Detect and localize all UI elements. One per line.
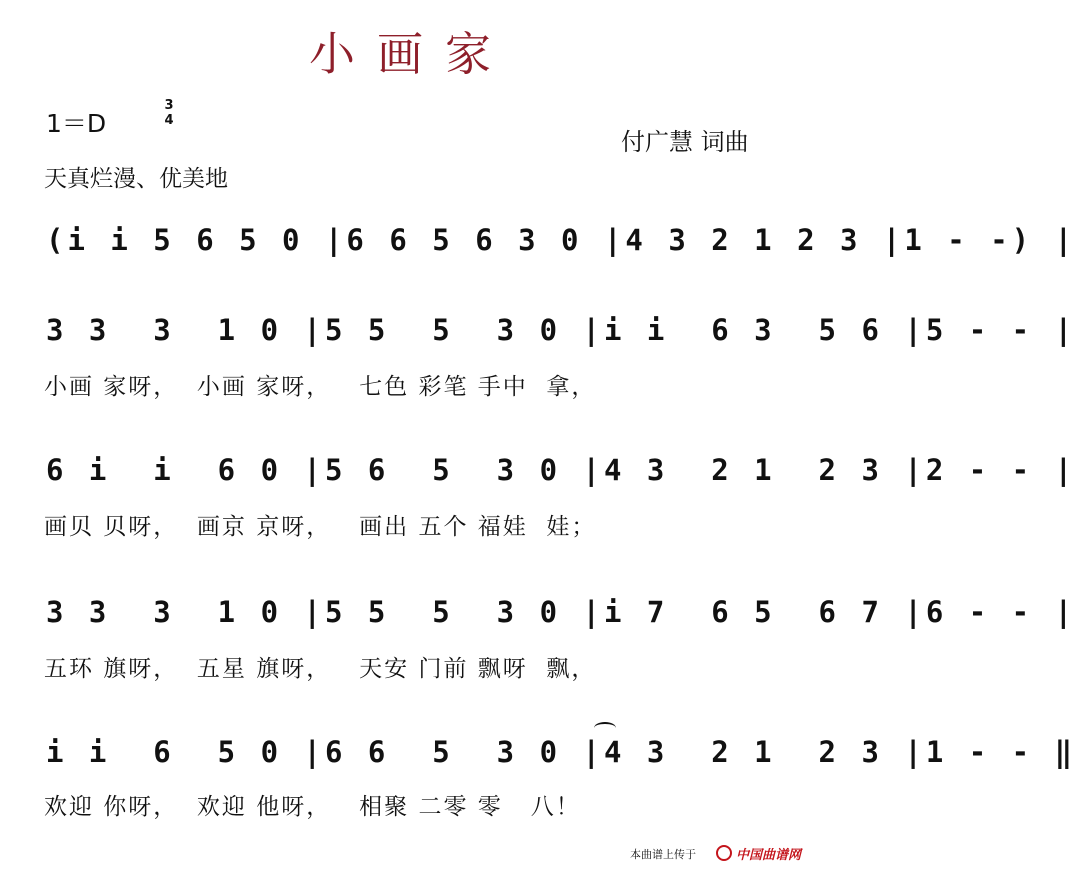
lyrics-row-3: 画贝 贝呀， 画京 京呀， 画出 五个 福娃 娃； [44,514,597,540]
composer-credit: 付广慧 词曲 [621,128,749,156]
notation-row-1: (i i 5 6 5 0 |6 6 5 6 3 0 |4 3 2 1 2 3 |1 - -) | [46,223,1076,257]
notation-row-3: 6 i i 6 0 |5 6 5 3 0 |4 3 2 1 2 3 |2 - - | [46,453,1076,487]
time-signature-bottom: 4 [164,113,174,128]
tempo-marking: 天真烂漫、优美地 [44,166,228,192]
site-logo [716,844,814,862]
time-signature [160,98,178,128]
lyrics-row-4: 五环 旗呀， 五星 旗呀， 天安 门前 飘呀 飘， [44,656,597,682]
lyrics-row-2: 小画 家呀， 小画 家呀， 七色 彩笔 手中 拿， [44,374,597,400]
key-signature: 1＝D [46,109,107,138]
notation-row-4: 3 3 3 1 0 |5 5 5 3 0 |i 7 6 5 6 7 |6 - - | [46,595,1076,629]
site-logo-icon [716,845,732,861]
upload-note: 本曲谱上传于 [630,848,696,861]
notation-row-2: 3 3 3 1 0 |5 5 5 3 0 |i i 6 3 5 6 |5 - - | [46,313,1076,347]
song-title: 小画家 [309,27,513,81]
lyrics-row-5: 欢迎 你呀， 欢迎 他呀， 相聚 二零 零 八！ [44,794,581,820]
time-signature-top: 3 [164,98,174,113]
notation-row-5: i i 6 5 0 |6 6 5 3 0 |4 3 2 1 2 3 |1 - - ‖ [46,735,1076,769]
tie-mark [594,722,616,734]
site-logo-text: 中国曲谱网 [736,848,802,863]
